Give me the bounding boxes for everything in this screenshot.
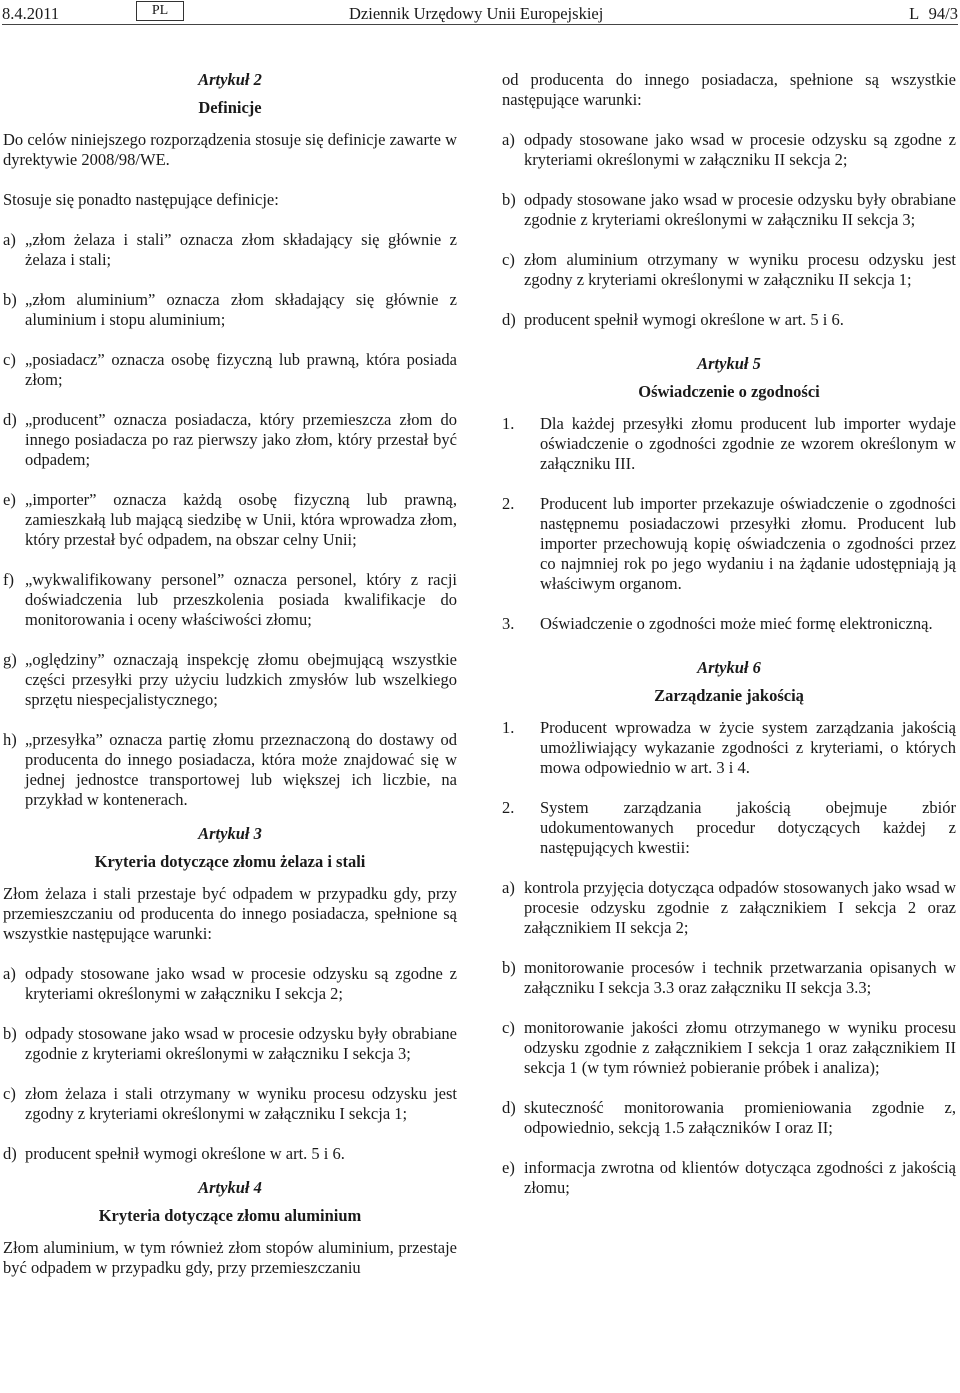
item-label: c): [502, 250, 515, 269]
item-label: e): [3, 490, 16, 509]
item-label: g): [3, 650, 17, 669]
article-4-title: Kryteria dotyczące złomu aluminium: [98, 1206, 362, 1225]
paragraph-text: Oświadczenie o zgodności może mieć formę elektroniczną.: [540, 614, 933, 633]
definition-item: [3, 490, 457, 550]
numbered-paragraph: [502, 798, 956, 858]
paragraph-number: 3.: [502, 614, 515, 633]
item-label: a): [502, 878, 515, 897]
item-text: złom żelaza i stali otrzymany w wyniku procesu odzysku jest zgodny z kryteriami określonymi w załączniku I sekcja 1;: [25, 1084, 457, 1123]
item-text: monitorowanie procesów i technik przetwarzania opisanych w załączniku I sekcja 3.3 oraz załączniku II sekcja 3.3;: [524, 958, 956, 997]
item-label: a): [3, 230, 16, 249]
item-label: b): [3, 1024, 17, 1043]
item-text: producent spełnił wymogi określone w art. 5 i 6.: [25, 1144, 345, 1163]
item-label: d): [502, 1098, 516, 1117]
item-label: d): [502, 310, 516, 329]
item-text: „złom aluminium” oznacza złom składający się głównie z aluminium i stopu aluminium;: [25, 290, 457, 329]
article-5-title: Oświadczenie o zgodności: [638, 382, 820, 401]
article-2-intro: Do celów niniejszego rozporządzenia stosuje się definicje zawarte w dyrektywie 2008/98/WE.: [3, 130, 457, 169]
page-header: [0, 0, 960, 26]
definition-item: [3, 570, 457, 630]
header-rule: [2, 24, 958, 25]
left-column: [3, 70, 457, 1278]
paragraph-text: Producent lub importer przekazuje oświadczenie o zgodności następnemu posiadaczowi przesyłki złomu. Producent lub importer przechowują kopię oświadczenia o zgodności przez co najmniej rok po jego wydaniu i na żądanie udostępniają ją właściwym organom.: [540, 494, 956, 593]
procedure-item: [502, 1158, 956, 1198]
numbered-paragraph: [502, 718, 956, 778]
numbered-paragraph: [502, 614, 956, 634]
condition-item: [3, 1084, 457, 1124]
item-text: złom aluminium otrzymany w wyniku procesu odzysku jest zgodny z kryteriami określonymi w załączniku II sekcja 1;: [524, 250, 956, 289]
article-2-intro-2: Stosuje się ponadto następujące definicje:: [3, 190, 279, 209]
item-text: odpady stosowane jako wsad w procesie odzysku były obrabiane zgodnie z kryteriami określonymi w załączniku II sekcja 3;: [524, 190, 956, 229]
paragraph-text: Producent wprowadza w życie system zarządzania jakością umożliwiający wykazanie zgodności z kryteriami, o których mowa odpowiednio w art. 3 i 4.: [540, 718, 956, 777]
article-3-title: Kryteria dotyczące złomu żelaza i stali: [94, 852, 366, 871]
paragraph-number: 1.: [502, 718, 515, 737]
definition-item: [3, 730, 457, 810]
article-6-heading: Artykuł 6: [697, 658, 761, 677]
item-label: h): [3, 730, 17, 749]
item-text: odpady stosowane jako wsad w procesie odzysku są zgodne z kryteriami określonymi w załączniku I sekcja 2;: [25, 964, 457, 1003]
item-label: f): [3, 570, 14, 589]
definition-item: [3, 650, 457, 710]
item-text: skuteczność monitorowania promieniowania zgodnie z, odpowiednio, sekcją 1.5 załączników I oraz II;: [524, 1098, 956, 1137]
condition-item: [3, 1024, 457, 1064]
paragraph-text: Dla każdej przesyłki złomu producent lub importer wydaje oświadczenie o zgodności zgodnie ze wzorem określonym w załączniku III.: [540, 414, 956, 473]
numbered-paragraph: [502, 414, 956, 474]
item-label: c): [3, 1084, 16, 1103]
procedure-item: [502, 1098, 956, 1138]
item-text: „producent” oznacza posiadacza, który przemieszcza złom do innego posiadacza po raz pierwszy jako złom, który przestał być odpadem;: [25, 410, 457, 469]
condition-item: [502, 130, 956, 170]
item-label: a): [502, 130, 515, 149]
item-text: producent spełnił wymogi określone w art. 5 i 6.: [524, 310, 844, 329]
item-text: odpady stosowane jako wsad w procesie odzysku są zgodne z kryteriami określonymi w załączniku II sekcja 2;: [524, 130, 956, 169]
item-text: „złom żelaza i stali” oznacza złom składający się głównie z żelaza i stali;: [25, 230, 457, 269]
numbered-paragraph: [502, 494, 956, 594]
condition-item: [502, 250, 956, 290]
condition-item: [3, 964, 457, 1004]
item-text: „oględziny” oznaczają inspekcję złomu obejmującą wszystkie części przesyłki przy użyciu ludzkich zmysłów lub wszelkiego sprzętu niespecjalistycznego;: [25, 650, 457, 709]
paragraph-number: 2.: [502, 798, 515, 817]
item-label: c): [502, 1018, 515, 1037]
paragraph-text: System zarządzania jakością obejmuje zbiór udokumentowanych procedur dotyczących każdej z następujących kwestii:: [540, 798, 956, 857]
article-4-intro: Złom aluminium, w tym również złom stopów aluminium, przestaje być odpadem w przypadku gdy, przy przemieszczaniu: [3, 1238, 457, 1277]
item-label: a): [3, 964, 16, 983]
procedure-item: [502, 958, 956, 998]
condition-item: [502, 190, 956, 230]
condition-item: [502, 310, 956, 330]
item-label: c): [3, 350, 16, 369]
item-text: „przesyłka” oznacza partię złomu przeznaczoną do dostawy od producenta do innego posiadacza, która może znajdować się w jednej jednostce transportowej lub większej ich liczbie, na przykład w kontenerach.: [25, 730, 457, 809]
item-text: kontrola przyjęcia dotycząca odpadów stosowanych jako wsad w procesie odzysku zgodnie z załącznikiem I sekcja 2 oraz załącznikiem II sekcja 2;: [524, 878, 956, 937]
article-6-title: Zarządzanie jakością: [654, 686, 804, 705]
journal-title: Dziennik Urzędowy Unii Europejskiej: [349, 4, 604, 23]
article-5-heading: Artykuł 5: [697, 354, 761, 373]
item-text: informacja zwrotna od klientów dotycząca zgodności z jakością złomu;: [524, 1158, 956, 1197]
item-label: e): [502, 1158, 515, 1177]
paragraph-number: 2.: [502, 494, 515, 513]
definition-item: [3, 290, 457, 330]
page-reference: L 94/3: [909, 4, 958, 23]
procedure-item: [502, 1018, 956, 1078]
item-text: odpady stosowane jako wsad w procesie odzysku były obrabiane zgodnie z kryteriami określonymi w załączniku I sekcja 3;: [25, 1024, 457, 1063]
right-column: [502, 70, 956, 1198]
item-label: d): [3, 1144, 17, 1163]
language-badge: PL: [136, 1, 184, 21]
paragraph-number: 1.: [502, 414, 515, 433]
item-text: „importer” oznacza każdą osobę fizyczną lub prawną, zamieszkałą lub mającą siedzibę w Unii, która wprowadza złom, który przestał być odpadem, na obszar celny Unii;: [25, 490, 457, 549]
item-text: „wykwalifikowany personel” oznacza personel, który z racji doświadczenia lub przeszkolenia posiada kwalifikacje do monitorowania i oceny właściwości złomu;: [25, 570, 457, 629]
article-4-intro-continued: od producenta do innego posiadacza, spełnione są wszystkie następujące warunki:: [502, 70, 956, 109]
item-label: b): [502, 958, 516, 977]
procedure-item: [502, 878, 956, 938]
item-label: b): [3, 290, 17, 309]
item-label: b): [502, 190, 516, 209]
item-text: monitorowanie jakości złomu otrzymanego w wyniku procesu odzysku zgodnie z załącznikiem I sekcja 1 oraz załącznikiem II sekcja 1 (w tym również pobieranie próbek i analiza);: [524, 1018, 956, 1077]
item-label: d): [3, 410, 17, 429]
definition-item: [3, 230, 457, 270]
article-2-title: Definicje: [198, 98, 262, 117]
article-4-heading: Artykuł 4: [198, 1178, 262, 1197]
article-3-intro: Złom żelaza i stali przestaje być odpadem w przypadku gdy, przy przemieszczaniu od producenta do innego posiadacza, spełnione są wszystkie następujące warunki:: [3, 884, 457, 943]
article-2-heading: Artykuł 2: [198, 70, 262, 89]
definition-item: [3, 350, 457, 390]
article-3-heading: Artykuł 3: [198, 824, 262, 843]
definition-item: [3, 410, 457, 470]
condition-item: [3, 1144, 457, 1164]
publication-date: 8.4.2011: [2, 4, 60, 23]
item-text: „posiadacz” oznacza osobę fizyczną lub prawną, która posiada złom;: [25, 350, 457, 389]
